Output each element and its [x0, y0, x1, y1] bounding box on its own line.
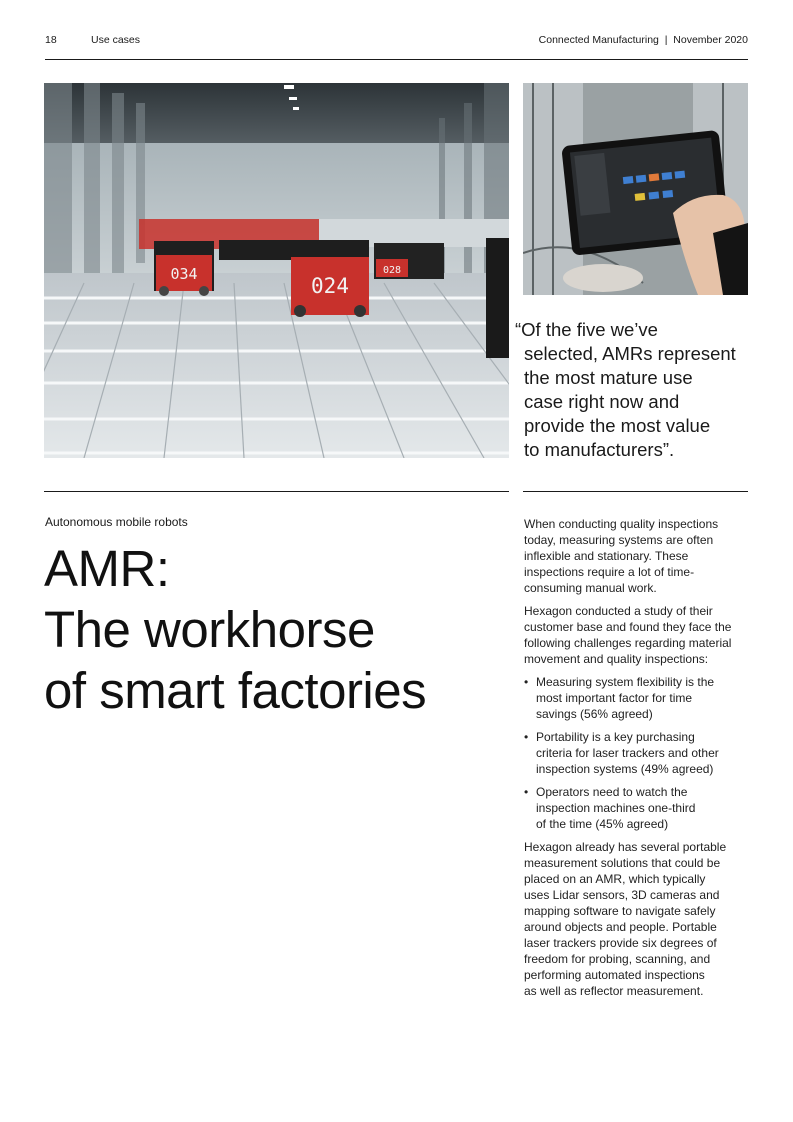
text-line: uses Lidar sensors, 3D cameras and [524, 888, 720, 902]
section-rule-right [523, 491, 748, 492]
text-line: freedom for probing, scanning, and [524, 952, 711, 966]
text-line: today, measuring systems are often [524, 533, 714, 547]
quote-line: to manufacturers”. [524, 439, 675, 460]
list-item [524, 729, 748, 777]
publication-label: Connected Manufacturing | November 2020 [538, 34, 748, 46]
text-line: inflexible and stationary. These [524, 549, 689, 563]
text-line: movement and quality inspections: [524, 652, 709, 666]
warehouse-robots-image [44, 83, 509, 458]
text-line: • Measuring system flexibility is the [536, 675, 715, 689]
quote-line: case right now and [524, 391, 680, 412]
paragraph-intro [524, 516, 748, 596]
text-line: around objects and people. Portable [524, 920, 717, 934]
article-body [524, 516, 748, 1006]
quote-line: “Of the five we’ve [515, 319, 658, 340]
text-line: Hexagon already has several portable [524, 840, 727, 854]
header-rule [45, 59, 748, 60]
article-kicker: Autonomous mobile robots [45, 515, 188, 529]
section-rule-left [44, 491, 509, 492]
text-line: • Portability is a key purchasing [536, 730, 695, 744]
text-line: of the time (45% agreed) [536, 817, 669, 831]
robot-label-028: 028 [382, 265, 402, 276]
list-item [524, 784, 748, 832]
text-line: criteria for laser trackers and other [536, 746, 719, 760]
challenges-list [524, 674, 748, 832]
title-line: The workhorse [44, 601, 375, 658]
text-line: inspection systems (49% agreed) [536, 762, 714, 776]
title-line: AMR: [44, 540, 170, 597]
pull-quote [515, 318, 755, 462]
text-line: inspection machines one-third [536, 801, 696, 815]
text-line: inspections require a lot of time- [524, 565, 695, 579]
text-line: When conducting quality inspections [524, 517, 719, 531]
text-line: measurement solutions that could be [524, 856, 721, 870]
text-line: placed on an AMR, which typically [524, 872, 706, 886]
list-item [524, 674, 748, 722]
text-line: performing automated inspections [524, 968, 705, 982]
robot-label-024: 024 [311, 274, 349, 298]
quote-line: provide the most value [524, 415, 711, 436]
page-header [45, 34, 748, 54]
text-line: as well as reflector measurement. [524, 984, 704, 998]
text-line: following challenges regarding material [524, 636, 732, 650]
quote-line: selected, AMRs represent [524, 343, 736, 364]
text-line: customer base and found they face the [524, 620, 732, 634]
title-line: of smart factories [44, 662, 427, 719]
robot-label-034: 034 [170, 265, 198, 283]
quote-line: the most mature use [524, 367, 693, 388]
text-line: most important factor for time [536, 691, 693, 705]
tablet-factory-image [523, 83, 748, 295]
section-label: Use cases [91, 34, 141, 46]
text-line: savings (56% agreed) [536, 707, 653, 721]
article-title [44, 538, 426, 721]
text-line: mapping software to navigate safely [524, 904, 716, 918]
text-line: Hexagon conducted a study of their [524, 604, 713, 618]
paragraph-solutions [524, 839, 748, 999]
text-line: • Operators need to watch the [536, 785, 688, 799]
text-line: consuming manual work. [524, 581, 657, 595]
page-number: 18 [45, 34, 57, 46]
paragraph-study [524, 603, 748, 667]
text-line: laser trackers provide six degrees of [524, 936, 717, 950]
